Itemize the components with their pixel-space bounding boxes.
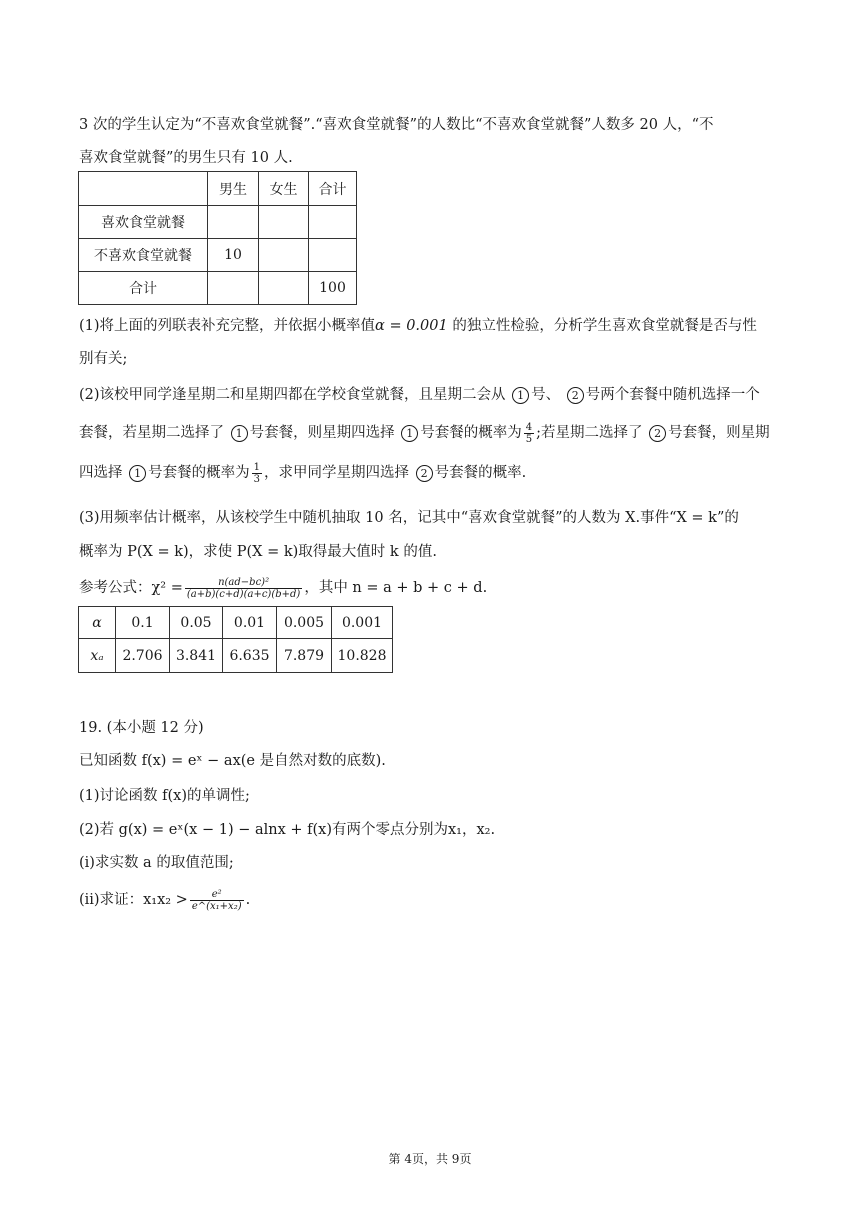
chi-square-symbol: χ² = (151, 580, 183, 596)
q2-line-1 (79, 383, 760, 404)
fraction (190, 889, 244, 912)
q19-part-2-ii (79, 888, 250, 912)
table-cell: 0.05 (170, 607, 223, 639)
table-cell (208, 206, 259, 239)
table-cell: 合计 (79, 272, 208, 305)
formula-label: 参考公式： (79, 580, 152, 596)
fraction-denominator: 3 (253, 473, 260, 485)
intro-line-1: 3 次的学生认定为“不喜欢食堂就餐”.“喜欢食堂就餐”的人数比“不喜欢食堂就餐”人数多 20 人，“不 (79, 117, 714, 133)
q2-text: 号套餐的概率. (434, 465, 527, 481)
q2-text: 号套餐的概率为 (148, 465, 250, 481)
q19-given: 已知函数 f(x) = eˣ − ax(e 是自然对数的底数). (79, 753, 386, 769)
page-footer: 第 4页，共 9页 (388, 1152, 472, 1166)
table-cell: xₐ (79, 639, 116, 673)
fraction-denominator: e^(x₁+x₂) (191, 900, 242, 912)
table-cell: 10 (208, 239, 259, 272)
table-cell: α (79, 607, 116, 639)
q19-text: . (245, 892, 251, 908)
q1-line-1 (79, 314, 757, 335)
table-cell: 0.1 (116, 607, 170, 639)
q2-text: 号套餐，则星期 (668, 425, 770, 441)
circled-number: 1 (401, 425, 418, 442)
table-cell: 0.001 (332, 607, 393, 639)
fraction-denominator: 5 (525, 433, 533, 445)
table-cell (309, 239, 357, 272)
fraction-numerator: 4 (525, 421, 533, 433)
circled-number: 1 (231, 425, 248, 442)
circled-number: 2 (416, 465, 433, 482)
alpha-table (78, 606, 393, 673)
q2-text: 号套餐的概率为 (420, 425, 522, 441)
table-cell: 10.828 (332, 639, 393, 673)
q19-part-2: (2)若 g(x) = eˣ(x − 1) − alnx + f(x)有两个零点分别为x₁，x₂. (79, 822, 496, 838)
fraction (252, 462, 262, 485)
q2-text: 四选择 (79, 465, 123, 481)
reference-formula (79, 576, 487, 600)
q19-text: (ⅱ)求证：x₁x₂ > (79, 892, 188, 908)
intro-line-2: 喜欢食堂就餐”的男生只有 10 人. (79, 150, 293, 166)
fraction-numerator: e² (190, 889, 244, 901)
table-cell: 不喜欢食堂就餐 (79, 239, 208, 272)
table-cell (259, 206, 309, 239)
q19-title: 19. (本小题 12 分) (79, 720, 204, 736)
q3-line-2: 概率为 P(X = k)，求使 P(X = k)取得最大值时 k 的值. (79, 544, 437, 560)
table-cell: 0.01 (223, 607, 277, 639)
circled-number: 1 (512, 387, 529, 404)
table-cell (259, 272, 309, 305)
circled-number: 1 (129, 465, 146, 482)
table-header-cell: 男生 (208, 172, 259, 206)
table-cell (259, 239, 309, 272)
table-cell (208, 272, 259, 305)
q1-line-2: 别有关; (79, 351, 128, 367)
table-cell: 3.841 (170, 639, 223, 673)
circled-number: 2 (567, 387, 584, 404)
formula-tail: ，其中 n = a + b + c + d. (304, 580, 488, 596)
q1-text: (1)将上面的列联表补充完整，并依据小概率值 (79, 318, 376, 334)
q2-line-2 (79, 421, 770, 445)
q19-part-1: (1)讨论函数 f(x)的单调性; (79, 788, 250, 804)
q2-text: (2)该校甲同学逢星期二和星期四都在学校食堂就餐，且星期二会从 (79, 387, 506, 403)
q3-line-1: (3)用频率估计概率，从该校学生中随机抽取 10 名，记其中“喜欢食堂就餐”的人数为 X.事件“X = k”的 (79, 510, 739, 526)
table-cell: 喜欢食堂就餐 (79, 206, 208, 239)
fraction (524, 422, 534, 445)
q1-text: 的独立性检验，分析学生喜欢食堂就餐是否与性 (447, 318, 757, 334)
circled-number: 2 (649, 425, 666, 442)
q2-text: ;若星期二选择了 (536, 425, 643, 441)
table-header-cell (79, 172, 208, 206)
table-cell: 100 (309, 272, 357, 305)
table-cell: 2.706 (116, 639, 170, 673)
table-cell: 6.635 (223, 639, 277, 673)
table-header-cell: 合计 (309, 172, 357, 206)
q19-part-2-i: (ⅰ)求实数 a 的取值范围; (79, 855, 234, 871)
q2-text: ，求甲同学星期四选择 (263, 465, 409, 481)
contingency-table (78, 171, 357, 305)
fraction-numerator: n(ad−bc)² (185, 577, 302, 589)
fraction-numerator: 1 (253, 461, 260, 473)
table-cell (309, 206, 357, 239)
q2-text: 套餐，若星期二选择了 (79, 425, 224, 441)
formula-fraction (185, 577, 302, 600)
q2-line-3 (79, 461, 526, 485)
q2-text: 号、 (531, 387, 561, 403)
q2-text: 号套餐，则星期四选择 (249, 425, 395, 441)
fraction-denominator: (a+b)(c+d)(a+c)(b+d) (186, 588, 301, 600)
table-cell: 7.879 (277, 639, 332, 673)
table-header-cell: 女生 (259, 172, 309, 206)
alpha-value: α = 0.001 (375, 318, 448, 334)
q2-text: 号两个套餐中随机选择一个 (585, 387, 760, 403)
table-cell: 0.005 (277, 607, 332, 639)
